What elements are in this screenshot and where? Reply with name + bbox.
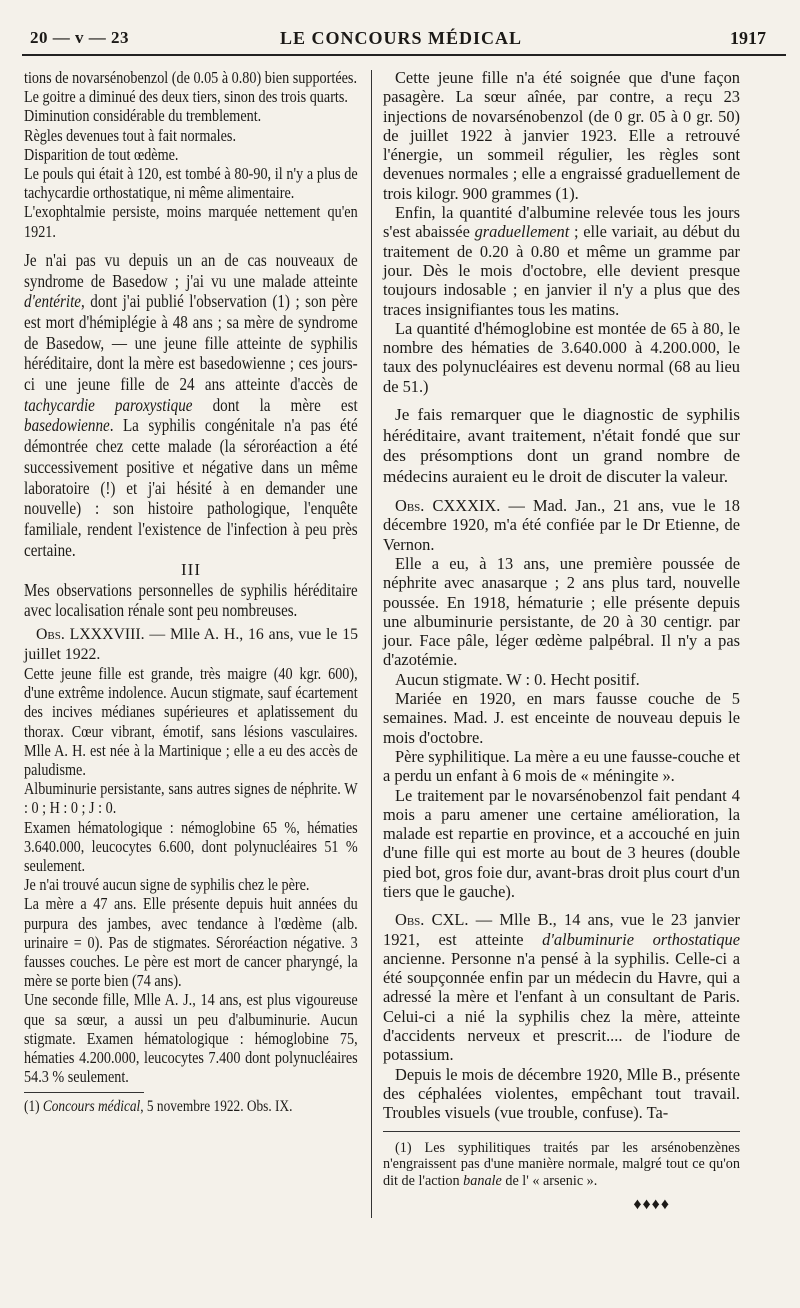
left-column xyxy=(24,68,358,1116)
paragraph: Je n'ai trouvé aucun signe de syphilis chez le père. xyxy=(24,875,310,895)
paragraph: tions de novarsénobenzol (de 0.05 à 0.80) bien supportées. xyxy=(24,68,357,87)
observation-heading: Obs. CXL. — Mlle B., 14 ans, vue le 23 janvier 1921, est atteinte d'albuminurie orthostatique ancienne. Personne n'a pensé à la syphilis. Celle-ci a été soupçonnée enfin par un médecin du Havre, qui a adressé la mère et l'enfant à un consultant de Paris. Celui-ci a nié la syphilis chez la mère, atteinte d'accidents nerveux et prescrit.... de l'iodure de potassium. xyxy=(383,910,740,1065)
paragraph: La quantité d'hémoglobine est montée de 65 à 80, le nombre des hématies de 3.640.000 à 4.200.000, le taux des polynucléaires est devenu normal (68 au lieu de 51.) xyxy=(383,318,740,396)
paragraph: Cette jeune fille est grande, très maigre (40 kgr. 600), d'une extrême indolence. Aucun stigmate, sauf écartement des incives médianes supérieures et aplatissement du thorax. Cœur vibrant, émotif, sans lésions vasculaires. Mlle A. H. est née à la Martinique ; elle a eu des accès de paludisme. xyxy=(24,663,358,779)
paragraph: Albuminurie persistante, sans autres signes de néphrite. W : 0 ; H : 0 ; J : 0. xyxy=(24,779,358,818)
paragraph: Enfin, la quantité d'albumine relevée tous les jours s'est abaissée graduellement ; elle variait, au début du traitement de 0.20 à 0.80 et même un gramme par jour. Dès le mois d'octobre, elle devient presque toujours indosable ; en janvier il n'y a plus que des traces insignifiantes tous les matins. xyxy=(383,203,740,319)
paragraph: Depuis le mois de décembre 1920, Mlle B., présente des céphalées violentes, empêchant tout travail. Troubles visuels (vue trouble, confuse). Ta- xyxy=(383,1064,740,1123)
year: 1917 xyxy=(730,28,766,48)
running-header xyxy=(22,24,786,56)
section-number: III xyxy=(181,560,201,580)
ornament-diamonds: ♦♦♦♦ xyxy=(633,1195,670,1213)
paragraph: Elle a eu, à 13 ans, une première poussée de néphrite avec anasarque ; 2 ans plus tard, nouvelle poussée. En 1918, hématurie ; elle présente depuis une albuminurie persistante, de 20 à 30 centigr. par jour. Face pâle, léger œdème palpébral. Il n'y a pas d'azotémie. xyxy=(383,553,740,670)
paragraph: Je n'ai pas vu depuis un an de cas nouveaux de syndrome de Basedow ; j'ai vu une malade atteinte d'entérite, dont j'ai publié l'observation (1) ; son père est mort d'hémiplégie à 48 ans ; sa mère de syndrome de Basedow, — une jeune fille atteinte de syphilis héréditaire, dont la mère est basedowienne ; ces jours-ci une jeune fille de 24 ans atteinte d'accès de tachycardie paroxystique dont la mère est basedowienne. La syphilis congénitale n'a pas été démontrée chez cette malade (la séroréaction a été successivement positive et négative dans un même laboratoire (!) et j'ai hésité à en demander une nouvelle) : son histoire pathologique, l'enquête familiale, rendent l'existence de l'infection à peu près certaine. xyxy=(24,249,358,560)
observation-heading: Obs. LXXXVIII. — Mlle A. H., 16 ans, vue le 15 juillet 1922. xyxy=(24,626,358,663)
paragraph: L'exophtalmie persiste, moins marquée nettement qu'en 1921. xyxy=(24,202,358,241)
paragraph: Mariée en 1920, en mars fausse couche de 5 semaines. Mad. J. est enceinte de nouveau depuis le mois d'octobre. xyxy=(383,689,740,747)
footnote-rule xyxy=(24,1092,144,1093)
observation-heading: Obs. CXXXIX. — Mad. Jan., 21 ans, vue le 18 décembre 1920, m'a été confiée par le Dr Etienne, de Vernon. xyxy=(383,496,740,554)
paragraph: Cette jeune fille n'a été soignée que d'une façon pasagère. La sœur aînée, par contre, a reçu 23 injections de novarsénobenzol (de 0 gr. 05 à 0 gr. 50) de juillet 1922 à janvier 1923. Elle a retrouvé l'énergie, un sommeil régulier, les règles sont devenues normales ; elle a engraissé graduellement de trois kilogr. 900 grammes (1). xyxy=(383,68,740,203)
paragraph: Examen hématologique : némoglobine 65 %, hématies 3.640.000, leucocytes 6.600, dont polynucléaires 51 % seulement. xyxy=(24,817,358,875)
paragraph: Le traitement par le novarsénobenzol fait pendant 4 mois a paru amener une certaine amélioration, la malade est repartie en province, et a accouché en juin d'une fille qui est morte au bout de 3 heures (double pied bot, gros foie dur, avant-bras droit plus court d'un tiers que le gauche). xyxy=(383,785,740,901)
paragraph: La mère a 47 ans. Elle présente depuis huit années du purpura des jambes, avec tendance à l'œdème (alb. urinaire = 0). Pas de stigmates. Séroréaction négative. 3 fausses couches. Le père est mort de cancer pharyngé, la mère se porte bien (74 ans). xyxy=(24,894,358,991)
page-number: 20 — v — 23 xyxy=(30,28,129,47)
footnote: (1) Concours médical, 5 novembre 1922. Obs. IX. xyxy=(24,1098,293,1116)
column-divider xyxy=(371,70,372,1218)
paragraph: Le goitre a diminué des deux tiers, sinon des trois quarts. xyxy=(24,87,348,107)
paragraph: Diminution considérable du tremblement. xyxy=(24,106,262,126)
paragraph: Mes observations personnelles de syphilis héréditaire avec localisation rénale sont peu nombreuses. xyxy=(24,580,358,621)
footnote-rule xyxy=(383,1131,740,1132)
paragraph: Aucun stigmate. W : 0. Hecht positif. xyxy=(395,669,640,689)
paragraph: Une seconde fille, Mlle A. J., 14 ans, est plus vigoureuse que sa sœur, a aussi un peu d'albuminurie. Aucun stigmate. Examen hématologique : hémoglobine 75, hématies 4.200.000, leucocytes 7.400 dont polynucléaires 54.3 % seulement. xyxy=(24,990,358,1087)
paragraph: Père syphilitique. La mère a eu une fausse-couche et a perdu un enfant à 6 mois de « méningite ». xyxy=(383,746,740,786)
right-column xyxy=(383,68,740,1214)
footnote: (1) Les syphilitiques traités par les arsénobenzènes n'engraissent pas d'une manière normale, malgré tout ce qu'on dit de l'action banale de l' « arsenic ». xyxy=(383,1139,740,1190)
paragraph: Le pouls qui était à 120, est tombé à 80-90, il n'y a plus de tachycardie orthostatique, ni même alimentaire. xyxy=(24,164,358,203)
paragraph: Règles devenues tout à fait normales. xyxy=(24,125,237,145)
paragraph: Je fais remarquer que le diagnostic de syphilis héréditaire, avant traitement, n'était fondé que sur des présomptions dont un grand nombre de médecins auraient eu le droit de discuter la valeur. xyxy=(383,405,740,486)
paragraph: Disparition de tout œdème. xyxy=(24,144,179,164)
journal-title: LE CONCOURS MÉDICAL xyxy=(280,28,523,48)
